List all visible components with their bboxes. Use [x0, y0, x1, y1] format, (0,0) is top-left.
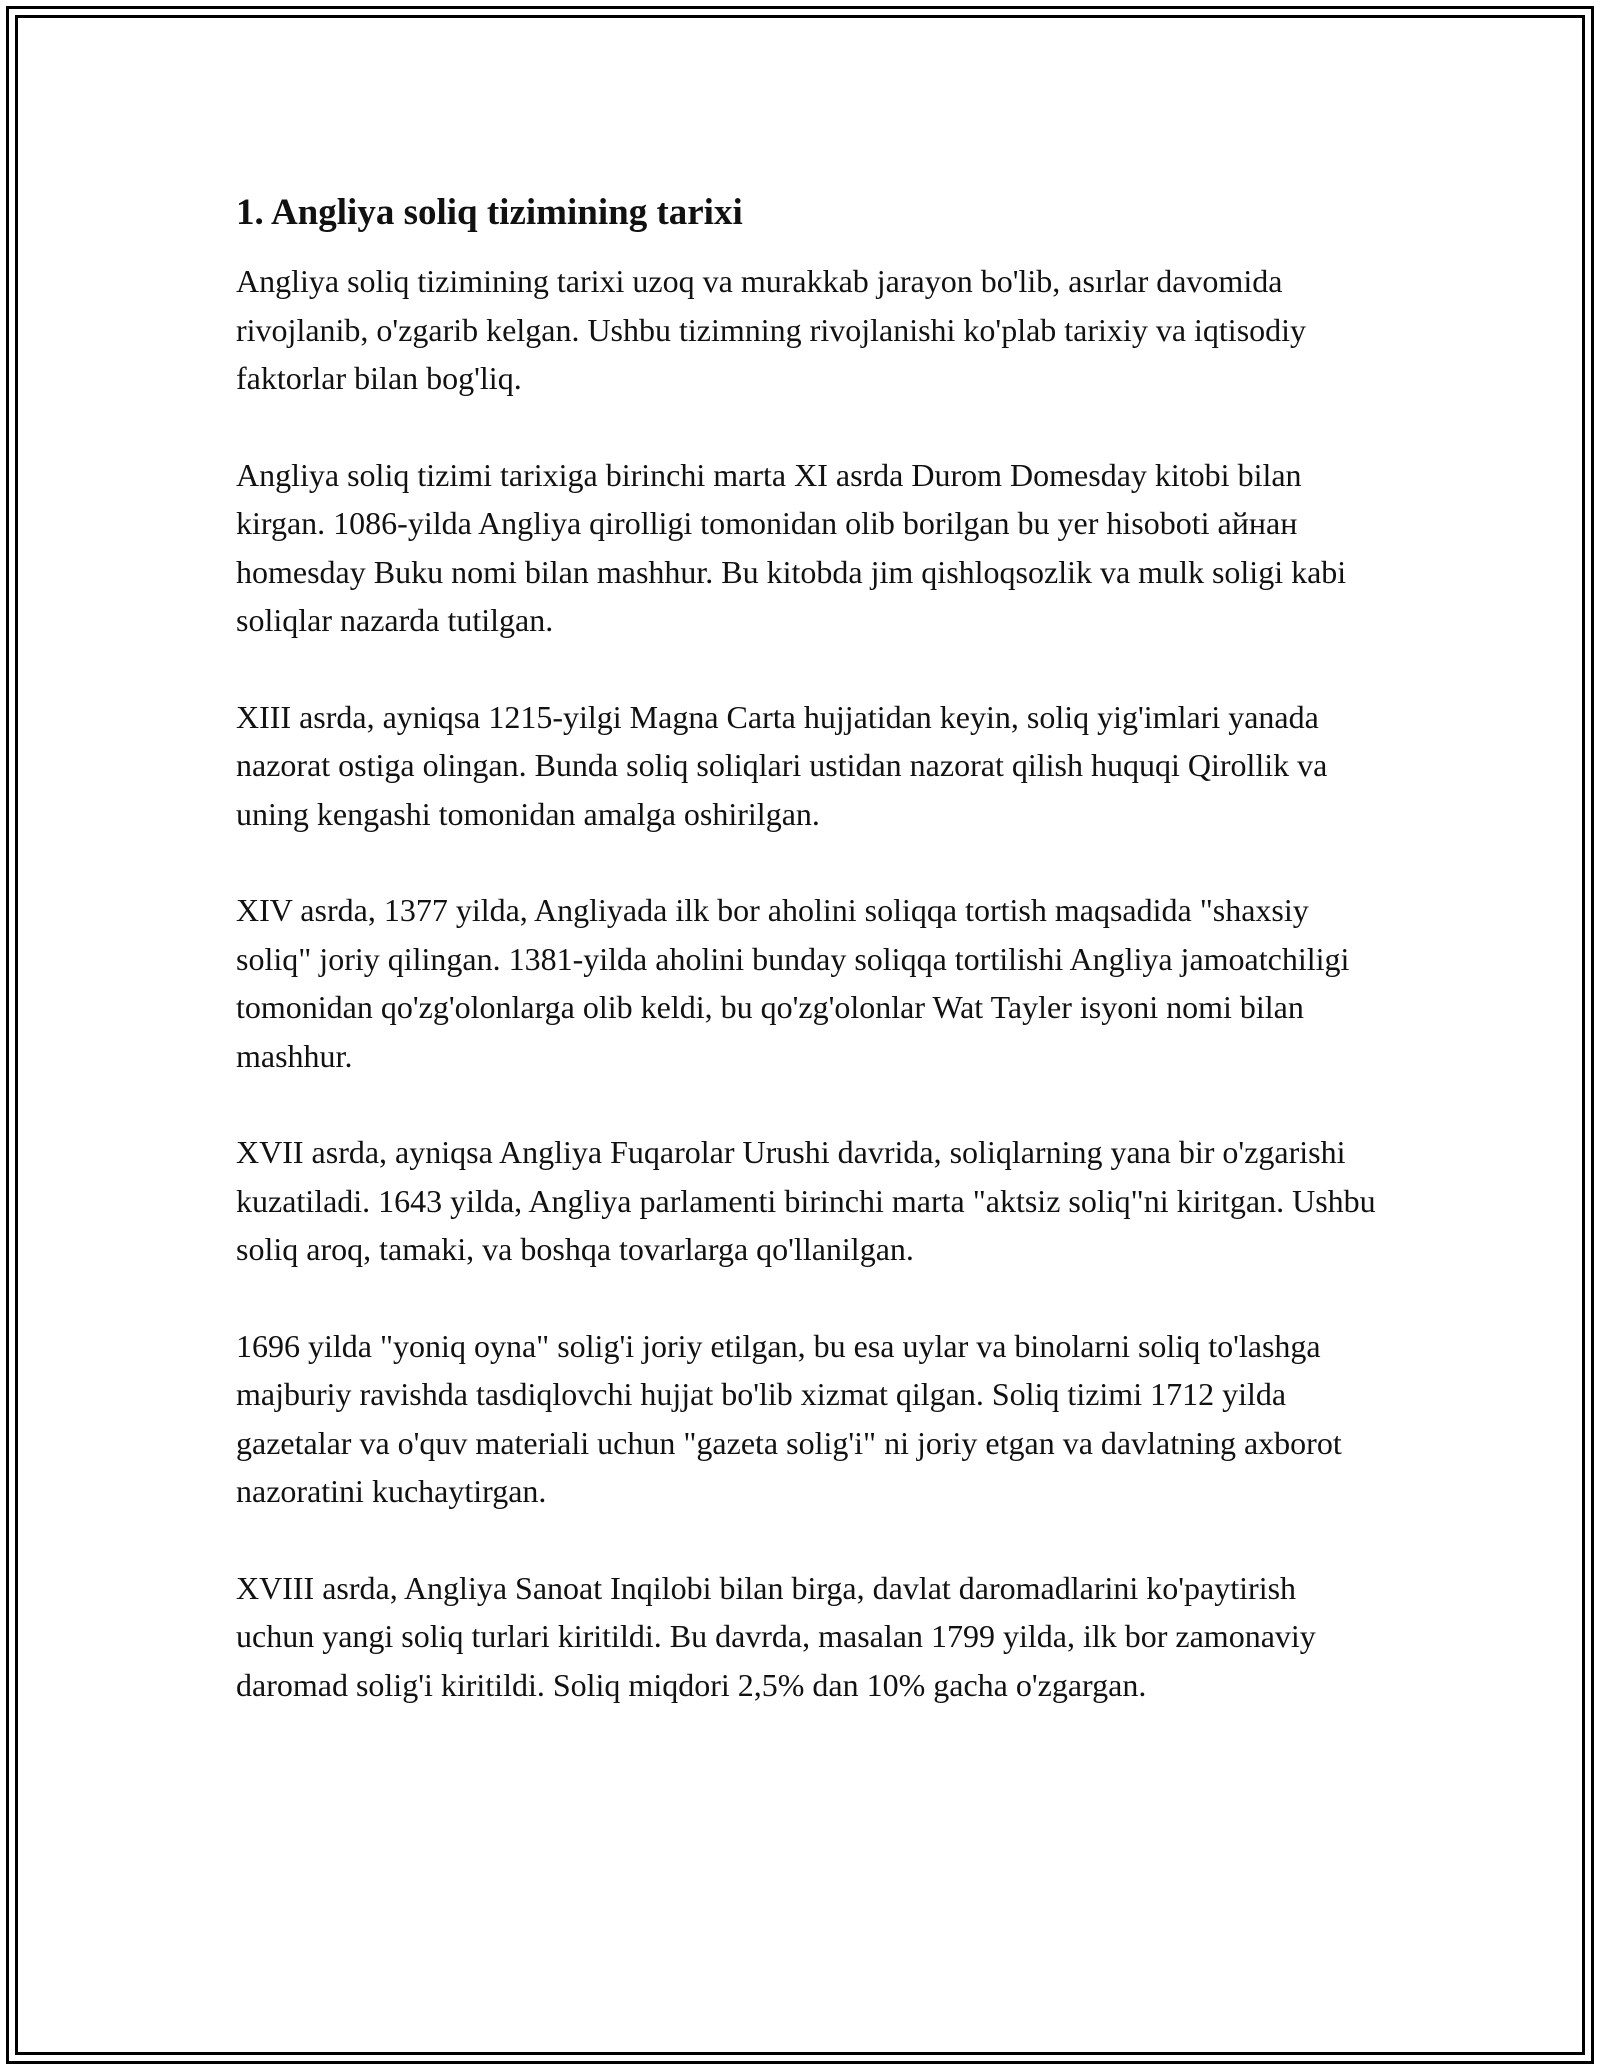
paragraph-excise-tax: XVII asrda, ayniqsa Angliya Fuqarolar Urushi davrida, soliqlarning yana bir o'zgarishi kuzatiladi. 1643 yilda, Angliya parlamenti birinchi marta "aktsiz soliq"ni kiritgan. Ushbu soliq aroq, tamaki, va boshqa tovarlarga qo'llanilgan.: [236, 1134, 1376, 1267]
paragraph-poll-tax: XIV asrda, 1377 yilda, Angliyada ilk bor aholini soliqqa tortish maqsadida "shaxsiy soliq" joriy qilingan. 1381-yilda aholini bunday soliqqa tortilishi Angliya jamoatchiligi tomonidan qo'zg'olonlarga olib keldi, bu qo'zg'olonlar Wat Tayler isyoni nomi bilan mashhur.: [236, 892, 1350, 1074]
section-heading: 1. Angliya soliq tizimining tarixi: [236, 192, 743, 233]
paragraph-domesday: Angliya soliq tizimi tarixiga birinchi marta XI asrda Durom Domesday kitobi bilan kirgan. 1086-yilda Angliya qirolligi tomonidan olib borilgan bu yer hisoboti айнан homesday Buku nomi bilan mashhur. Bu kitobda jim qishloqsozlik va mulk soligi kabi soliqlar nazarda tutilgan.: [236, 456, 1347, 638]
paragraph-income-tax: XVIII asrda, Angliya Sanoat Inqilobi bilan birga, davlat daromadlarini ko'paytirish uchun yangi soliq turlari kiritildi. Bu davrda, masalan 1799 yilda, ilk bor zamonaviy daromad solig'i kiritildi. Soliq miqdori 2,5% dan 10% gacha o'zgargan.: [236, 1569, 1316, 1703]
document-body: [236, 183, 1376, 1757]
paragraph-intro: Angliya soliq tizimining tarixi uzoq va murakkab jarayon bo'lib, asırlar davomida rivojlanib, o'zgarib kelgan. Ushbu tizimning rivojlanishi ko'plab tarixiy va iqtisodiy faktorlar bilan bog'liq.: [236, 263, 1307, 396]
paragraph-window-tax: 1696 yilda "yoniq oyna" solig'i joriy etilgan, bu esa uylar va binolarni soliq to'lashga majburiy ravishda tasdiqlovchi hujjat bo'lib xizmat qilgan. Soliq tizimi 1712 yilda gazetalar va o'quv materiali uchun "gazeta solig'i" ni joriy etgan va davlatning axborot nazoratini kuchaytirgan.: [236, 1327, 1342, 1509]
paragraph-magna-carta: XIII asrda, ayniqsa 1215-yilgi Magna Carta hujjatidan keyin, soliq yig'imlari yanada nazorat ostiga olingan. Bunda soliq soliqlari ustidan nazorat qilish huquqi Qirollik va uning kengashi tomonidan amalga oshirilgan.: [236, 698, 1328, 832]
